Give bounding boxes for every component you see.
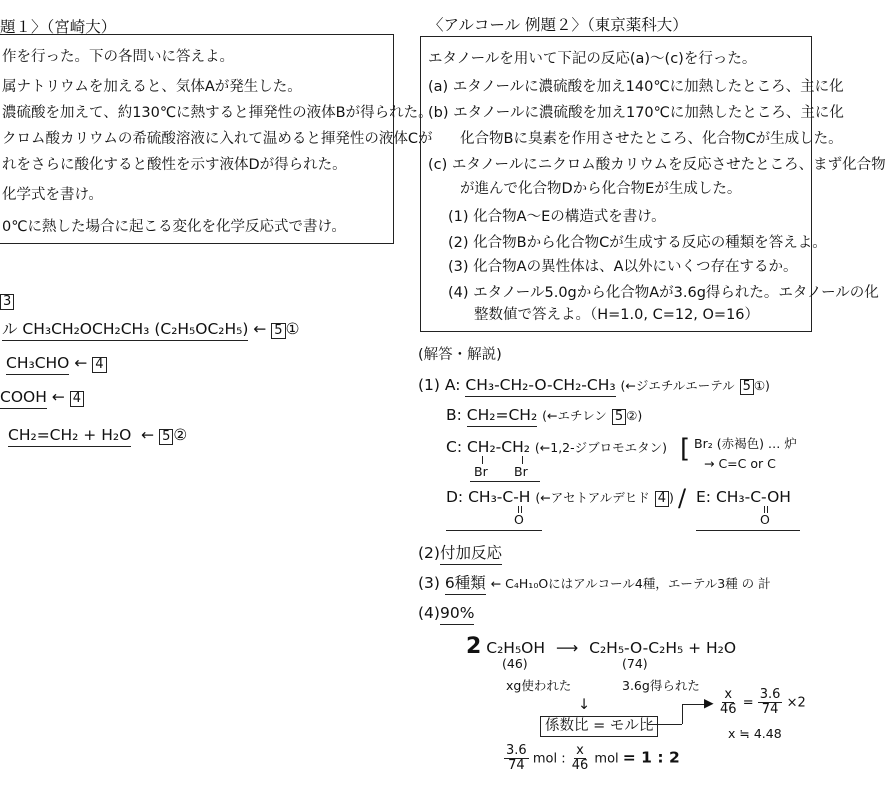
left-problem-line: 属ナトリウムを加えると、気体Aが発生した。 xyxy=(2,79,302,95)
left-answer-1 xyxy=(2,322,299,339)
connector-top xyxy=(682,704,706,705)
left-problem-line: クロム酸カリウムの希硫酸溶液に入れて温めると揮発性の液体Cが xyxy=(2,131,433,147)
right-question-4-cont: 整数値で答えよ。（H=1.0, C=12, O=16） xyxy=(474,307,760,323)
mol-sep: : xyxy=(561,751,566,767)
mol-frac-2 xyxy=(570,744,591,774)
sol-4-answer: 90% xyxy=(440,604,474,625)
sol-c-underline xyxy=(470,481,540,482)
mol-frac-2-num: x xyxy=(576,743,584,758)
sol-d-ref: 4 xyxy=(655,491,669,507)
sol-b-note: (←エチレン xyxy=(542,408,607,423)
answer-tag-box: 3 xyxy=(0,294,14,310)
down-arrow: ↓ xyxy=(578,697,591,713)
right-intro: エタノールを用いて下記の反応(a)〜(c)を行った。 xyxy=(428,51,757,67)
sol-d-formula: CH₃-C-H xyxy=(468,488,531,506)
answer-3-text: COOH xyxy=(0,388,47,409)
answer-1-ref-suffix: ① xyxy=(285,320,300,338)
connector-v xyxy=(682,704,683,724)
solve-frac-1-num: x xyxy=(724,687,733,702)
left-problem-line: 化学式を書け。 xyxy=(2,187,103,203)
eq-right: C₂H₅-O-C₂H₅ + H₂O xyxy=(589,639,737,657)
left-answer-3 xyxy=(0,390,84,407)
used-right: 3.6g得られた xyxy=(622,678,700,693)
mol-frac-2-den: 46 xyxy=(571,758,589,774)
mol-unit-1: mol xyxy=(532,751,558,767)
answer-3-ref: 4 xyxy=(70,391,84,407)
answer-2-ref: 4 xyxy=(92,357,106,373)
right-question-3: (3) 化合物Aの異性体は、A以外にいくつ存在するか。 xyxy=(448,259,798,275)
used-left: xg使われた xyxy=(506,678,572,693)
mw-right: (74) xyxy=(622,656,648,671)
solution-a xyxy=(418,378,770,395)
solution-c xyxy=(446,440,667,456)
solve-frac-2 xyxy=(758,688,783,718)
right-condition-c: (c) エタノールにニクロム酸カリウムを反応させたところ、まず化合物 xyxy=(428,157,886,173)
answer-4-text: CH₂=CH₂ + H₂O xyxy=(8,426,131,447)
solve-frac-2-den: 74 xyxy=(761,702,779,718)
d-e-divider: / xyxy=(678,484,687,512)
answer-1-text: ル CH₃CH₂OCH₂CH₃ (C₂H₅OC₂H₅) xyxy=(2,320,248,341)
solve-mult: ×2 xyxy=(786,695,806,711)
sol-2-answer: 付加反応 xyxy=(440,544,502,565)
sol-2-label: (2) xyxy=(418,544,440,562)
solution-3 xyxy=(418,576,771,592)
sol-d-sub-o: O xyxy=(514,512,524,527)
sol-a-note: (←ジエチルエーテル xyxy=(620,378,735,393)
right-question-4: (4) エタノール5.0gから化合物Aが3.6g得られた。エタノールの化 xyxy=(448,285,879,301)
ratio-box: 係数比 = モル比 xyxy=(540,716,658,737)
left-problem-line: 作を行った。下の各問いに答えよ。 xyxy=(2,49,234,65)
answer-2-text: CH₃CHO xyxy=(6,354,69,375)
sol-a-ref: 5 xyxy=(740,379,754,395)
right-condition-a: (a) エタノールに濃硫酸を加え140℃に加熱したところ、主に化 xyxy=(428,79,844,95)
sol-c-bond-2 xyxy=(522,456,523,464)
ref-arrow: ← xyxy=(51,388,70,406)
sol-e-sub-o: O xyxy=(760,512,770,527)
solve-frac-1-den: 46 xyxy=(720,702,737,718)
sol-c-sub-br-1: Br xyxy=(474,464,488,479)
solve-frac-2-num: 3.6 xyxy=(759,687,781,702)
ref-arrow: ← xyxy=(74,354,93,372)
eq-arrow: ⟶ xyxy=(555,639,579,657)
sol-c-side-2: → C=C or C xyxy=(704,456,776,471)
mol-frac-1 xyxy=(504,744,529,774)
mw-left: (46) xyxy=(502,656,528,671)
sol-e-label: E: xyxy=(696,488,712,506)
sol-e-underline xyxy=(696,530,800,531)
sol-d-label: D: xyxy=(446,488,464,506)
sol-c-sub-br-2: Br xyxy=(514,464,528,479)
sol-3-answer: 6種類 xyxy=(445,574,486,595)
sol-b-ref-suffix: ②) xyxy=(626,408,643,423)
sol-a-formula: CH₃-CH₂-O-CH₂-CH₃ xyxy=(465,376,615,397)
mol-rhs: = 1 : 2 xyxy=(622,748,680,767)
eq-coefficient: 2 xyxy=(466,634,482,659)
right-condition-c-cont: が進んで化合物Dから化合物Eが生成した。 xyxy=(460,181,742,197)
solution-heading: (解答・解説) xyxy=(418,347,502,363)
connector-h xyxy=(648,724,682,725)
sol-d-note: (←アセトアルデヒド xyxy=(535,490,650,505)
mol-frac-1-num: 3.6 xyxy=(506,743,527,758)
reaction-equation xyxy=(466,636,736,658)
right-question-1: (1) 化合物A〜Eの構造式を書け。 xyxy=(448,209,666,225)
left-header-title: 題１〉（宮崎大） xyxy=(0,18,117,36)
solve-frac-1 xyxy=(718,688,739,718)
answer-1-ref: 5 xyxy=(271,323,285,339)
mol-unit-2: mol xyxy=(594,751,619,767)
solution-e xyxy=(696,490,791,506)
left-problem-line: 0℃に熱した場合に起こる変化を化学反応式で書け。 xyxy=(2,219,346,235)
sol-a-ref-suffix: ①) xyxy=(753,378,770,393)
sol-3-label: (3) xyxy=(418,574,440,592)
ref-arrow: ← xyxy=(253,320,272,338)
sol-b-label: B: xyxy=(446,406,462,424)
sol-4-label: (4) xyxy=(418,604,440,622)
right-question-2: (2) 化合物Bから化合物Cが生成する反応の種類を答えよ。 xyxy=(448,235,827,251)
sol-a-label: (1) A: xyxy=(418,376,461,394)
sol-d-underline xyxy=(446,530,542,531)
sol-c-side-1: Br₂ (赤褐色) … 炉 xyxy=(694,436,797,451)
sol-e-formula: CH₃-C-OH xyxy=(715,488,791,506)
left-problem-line: れをさらに酸化すると酸性を示す液体Dが得られた。 xyxy=(2,157,347,173)
solution-d xyxy=(446,490,674,507)
right-condition-b-cont: 化合物Bに臭素を作用させたところ、化合物Cが生成した。 xyxy=(460,131,843,147)
solve-equation xyxy=(718,688,806,718)
left-answer-4 xyxy=(8,428,187,445)
solution-4 xyxy=(418,606,474,622)
mol-frac-1-den: 74 xyxy=(508,758,525,774)
left-answer-tag xyxy=(0,292,14,310)
solve-eq-sign: = xyxy=(742,695,754,711)
sol-c-note: (←1,2-ジブロモエタン) xyxy=(534,440,668,455)
connector-arrowhead: ▶ xyxy=(704,695,714,710)
sol-c-bracket: [ xyxy=(680,434,691,464)
left-answer-2 xyxy=(6,356,107,373)
solution-2 xyxy=(418,546,502,562)
solve-result: x ≒ 4.48 xyxy=(728,726,782,741)
right-header-title: 〈アルコール 例題２〉（東京薬科大） xyxy=(428,16,688,34)
answer-4-ref-suffix: ② xyxy=(173,426,188,444)
answer-4-ref: 5 xyxy=(159,429,173,445)
right-condition-b: (b) エタノールに濃硫酸を加え170℃に加熱したところ、主に化 xyxy=(428,105,844,121)
sol-c-label: C: xyxy=(446,438,463,456)
left-problem-line: 濃硫酸を加えて、約130℃に熱すると揮発性の液体Bが得られた。 xyxy=(2,105,433,121)
sol-b-formula: CH₂=CH₂ xyxy=(467,406,537,427)
mol-equation xyxy=(504,744,680,774)
sol-c-bond-1 xyxy=(482,456,483,464)
sol-3-note: ← C₄H₁₀Oにはアルコール4種，エーテル3種 の 計 xyxy=(490,576,771,591)
ref-arrow: ← xyxy=(136,426,160,444)
sol-b-ref: 5 xyxy=(612,409,626,425)
sol-c-formula: CH₂-CH₂ xyxy=(466,438,530,456)
sol-d-ref-suffix: ) xyxy=(668,490,674,505)
solution-b xyxy=(446,408,642,425)
eq-left: C₂H₅OH xyxy=(486,639,546,657)
